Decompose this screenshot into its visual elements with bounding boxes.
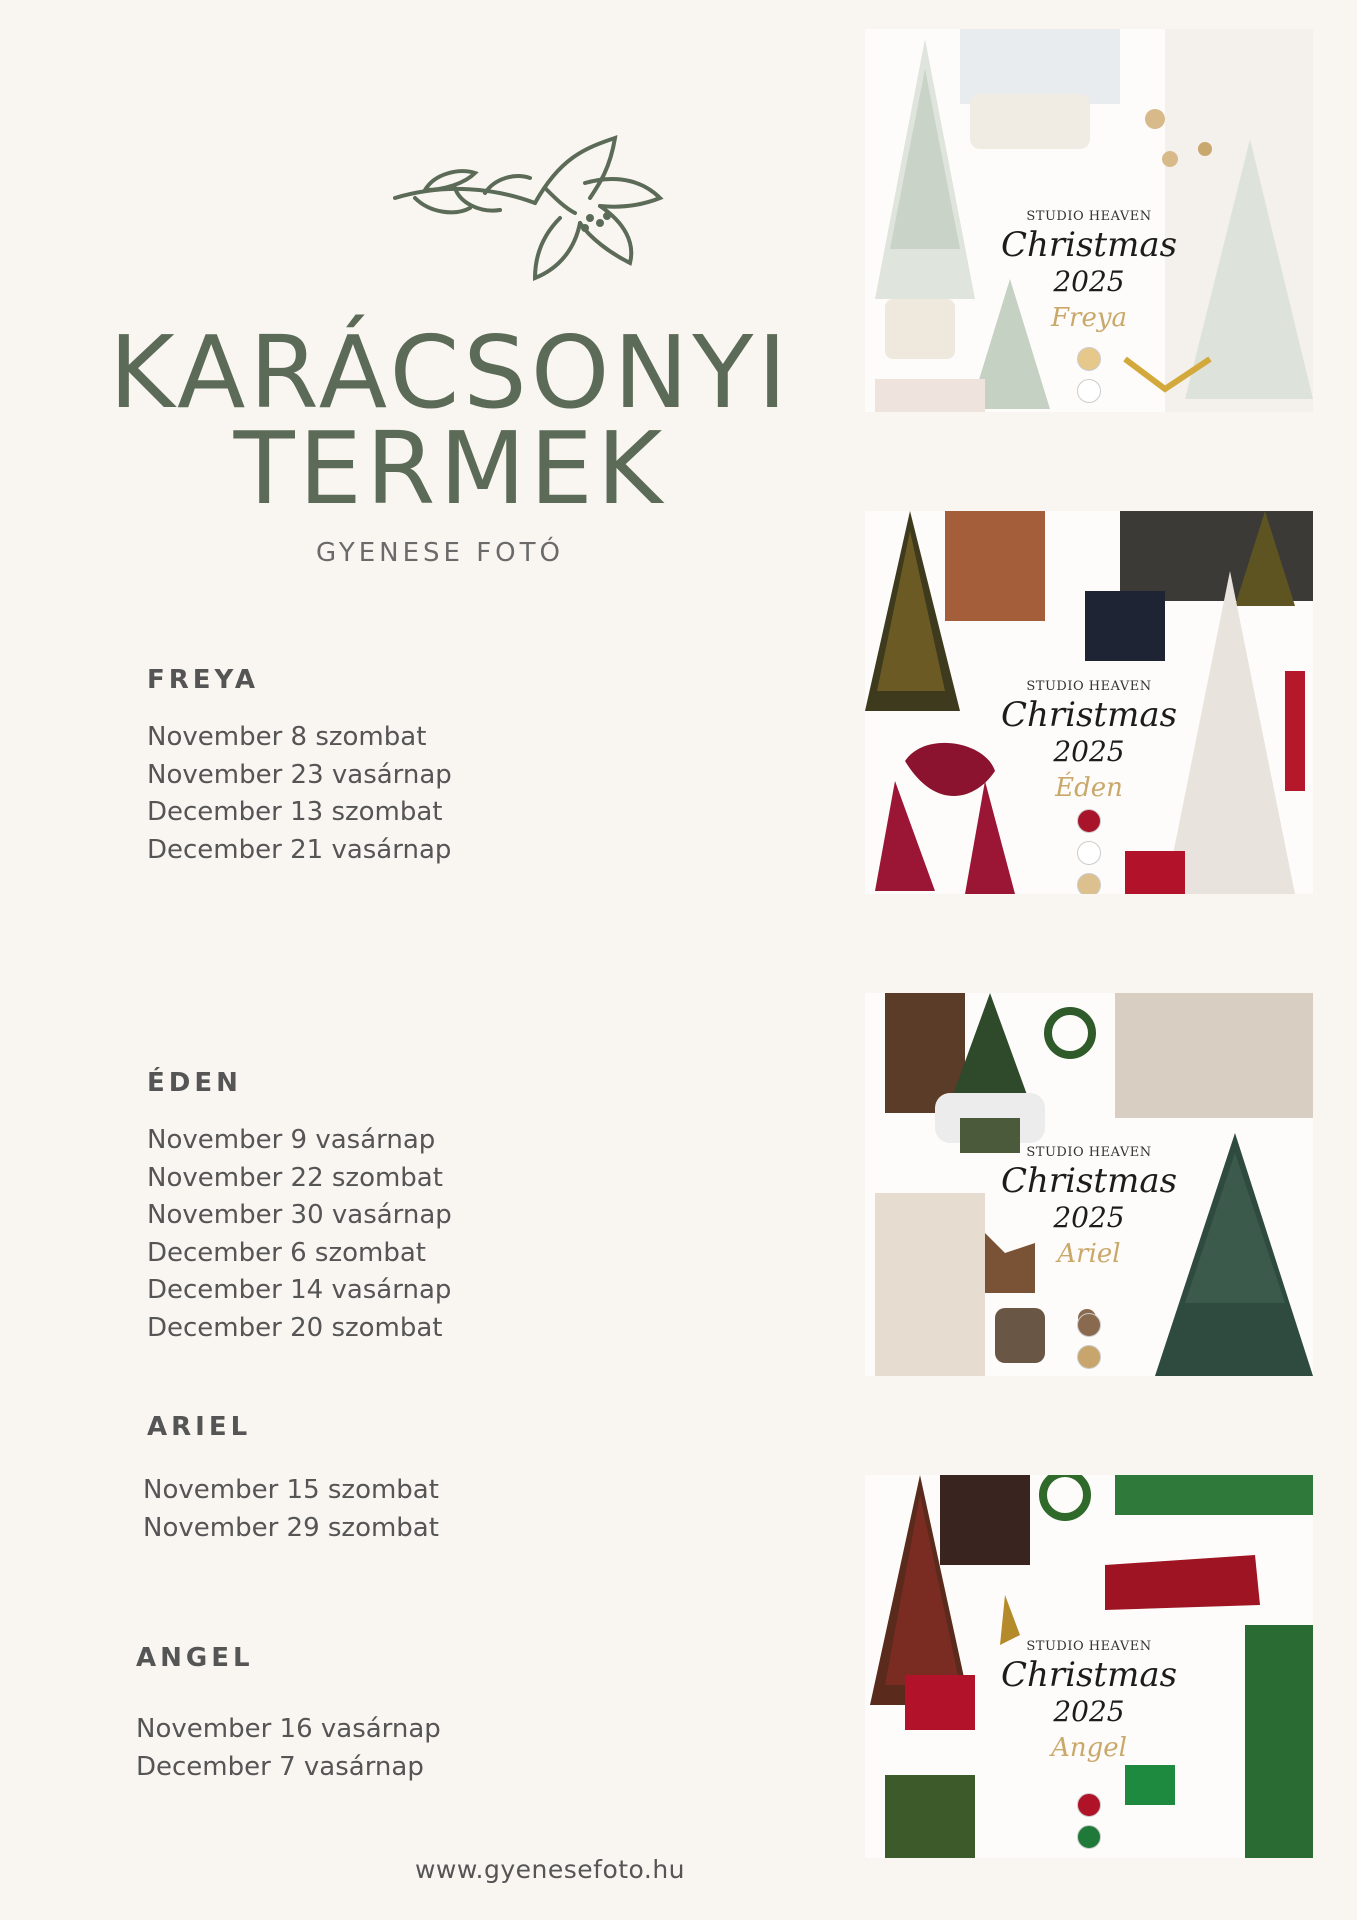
color-swatch <box>1077 1793 1101 1817</box>
section-title: ANGEL <box>136 1643 254 1673</box>
card-year: 2025 <box>1053 735 1125 768</box>
color-swatch <box>1077 1345 1101 1369</box>
color-swatch <box>1077 873 1101 894</box>
date-item: December 20 szombat <box>147 1312 443 1343</box>
card-title: Christmas <box>1000 225 1178 265</box>
date-list <box>147 719 452 869</box>
date-item: November 15 szombat <box>143 1475 439 1505</box>
date-item: November 9 vasárnap <box>147 1125 436 1155</box>
color-swatches <box>1077 347 1101 411</box>
section-title: ÉDEN <box>147 1068 242 1098</box>
date-item: December 7 vasárnap <box>136 1751 424 1782</box>
date-item: November 29 szombat <box>143 1512 439 1543</box>
card-eden <box>865 511 1313 894</box>
date-item: December 6 szombat <box>147 1237 426 1268</box>
color-swatch <box>1077 1313 1101 1337</box>
date-item: November 16 vasárnap <box>136 1714 441 1744</box>
date-list <box>136 1711 441 1786</box>
card-title: Christmas <box>1000 1655 1178 1695</box>
color-swatch <box>1077 347 1101 371</box>
color-swatches <box>1077 1793 1101 1857</box>
card-studio-label: STUDIO HEAVEN <box>1026 1145 1152 1160</box>
page-title-line2: TERMEK <box>233 410 667 527</box>
color-swatch <box>1077 379 1101 403</box>
color-swatch <box>1077 809 1101 833</box>
card-name: Éden <box>1055 773 1123 803</box>
section-eden <box>147 1068 452 1348</box>
card-title: Christmas <box>1000 1161 1178 1201</box>
color-swatch <box>1077 1825 1101 1849</box>
card-year: 2025 <box>1053 1201 1125 1234</box>
section-title: FREYA <box>147 665 260 695</box>
section-freya <box>147 665 452 869</box>
date-item: November 22 szombat <box>147 1162 443 1193</box>
page-title-line1: KARÁCSONYI <box>109 314 791 431</box>
date-item: December 14 vasárnap <box>147 1275 452 1306</box>
card-name: Ariel <box>1057 1239 1121 1269</box>
date-item: November 30 vasárnap <box>147 1200 452 1231</box>
flower-logo-icon <box>385 128 705 328</box>
date-item: November 23 vasárnap <box>147 759 452 790</box>
subtitle: GYENESE FOTÓ <box>315 538 564 568</box>
color-swatch <box>1077 841 1101 865</box>
card-name: Freya <box>1050 303 1128 333</box>
card-angel <box>865 1475 1313 1858</box>
card-title: Christmas <box>1000 695 1178 735</box>
color-swatches <box>1077 809 1101 894</box>
card-freya <box>865 29 1313 412</box>
website-url[interactable]: www.gyenesefoto.hu <box>414 1855 686 1884</box>
card-year: 2025 <box>1053 1695 1125 1728</box>
date-item: December 13 szombat <box>147 797 443 828</box>
section-title: ARIEL <box>147 1412 252 1442</box>
card-name: Angel <box>1051 1733 1127 1763</box>
card-ariel <box>865 993 1313 1376</box>
date-item: November 8 szombat <box>147 722 427 752</box>
card-studio-label: STUDIO HEAVEN <box>1026 209 1152 224</box>
card-studio-label: STUDIO HEAVEN <box>1026 1639 1152 1654</box>
date-list <box>143 1472 439 1547</box>
section-ariel <box>143 1412 439 1547</box>
color-swatches <box>1077 1313 1101 1376</box>
card-year: 2025 <box>1053 265 1125 298</box>
date-list <box>147 1122 452 1348</box>
date-item: December 21 vasárnap <box>147 834 452 865</box>
card-studio-label: STUDIO HEAVEN <box>1026 679 1152 694</box>
section-angel <box>136 1643 441 1786</box>
